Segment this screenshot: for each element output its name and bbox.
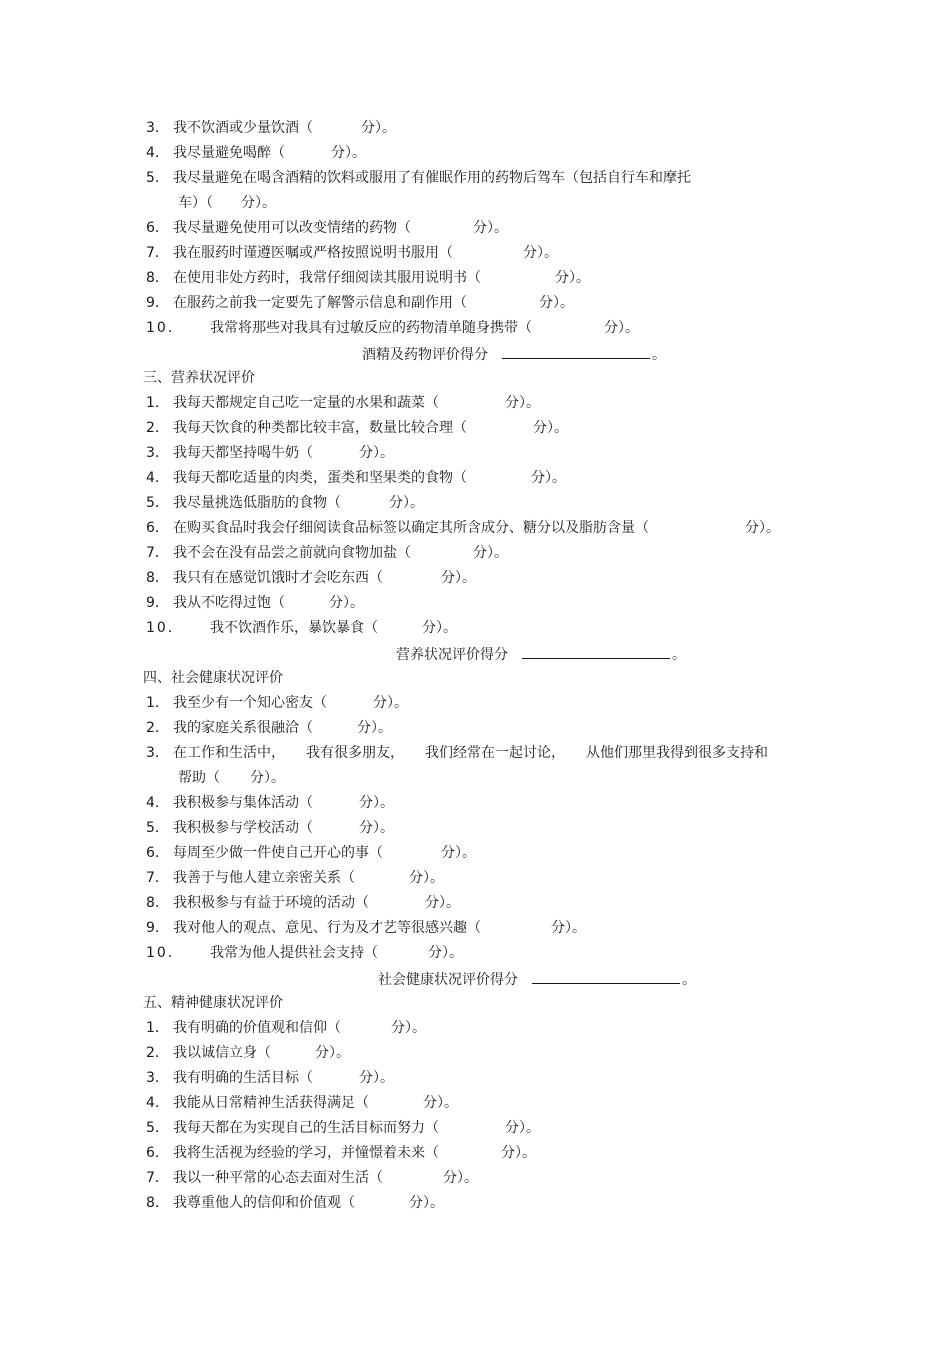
question-item [146, 869, 444, 887]
question-item [146, 944, 463, 962]
question-item [146, 1169, 478, 1187]
item-number: 6． [146, 520, 169, 536]
period: 。 [672, 647, 686, 663]
item-suffix: 分）。 [539, 295, 574, 311]
item-text: 我不会在没有品尝之前就向食物加盐（ [173, 545, 411, 561]
item-text: 我对他人的观点、意见、行为及才艺等很感兴趣（ [173, 920, 481, 936]
item-suffix: 分）。 [359, 795, 394, 811]
item-suffix: 分）。 [423, 1095, 458, 1111]
item-number: 7． [146, 1170, 169, 1186]
item-suffix: 分）。 [441, 570, 476, 586]
item-text: 我有明确的价值观和信仰（ [173, 1020, 341, 1036]
item-suffix: 分）。 [241, 195, 276, 211]
item-suffix: 分）。 [441, 845, 476, 861]
item-text: 我每天都吃适量的肉类，蛋类和坚果类的食物（ [173, 470, 467, 486]
question-item [146, 619, 457, 637]
item-number: 4． [146, 145, 169, 161]
social-score-line [378, 969, 696, 989]
item-text: 车）（ [178, 195, 213, 211]
score-label: 社会健康状况评价得分 [378, 972, 518, 988]
nutrition-score-line [396, 644, 686, 664]
period: 。 [652, 347, 666, 363]
item-number: 4． [146, 1095, 169, 1111]
question-item [146, 419, 568, 437]
item-number: 4． [146, 795, 169, 811]
social-item-3-continuation [178, 769, 285, 787]
item-suffix: 分）。 [473, 545, 508, 561]
period: 。 [682, 972, 696, 988]
question-item [146, 794, 394, 812]
question-item [146, 1069, 394, 1087]
question-item [146, 394, 540, 412]
item-text: 帮助（ [178, 770, 220, 786]
item-suffix: 分）。 [422, 620, 457, 636]
item-text: 我尽量避免在喝含酒精的饮料或服用了有催眠作用的药物后驾车（包括自行车和摩托 [173, 170, 691, 186]
item-number: 1． [146, 695, 169, 711]
question-item [146, 169, 691, 187]
question-item [146, 244, 558, 262]
item-suffix: 分）。 [533, 420, 568, 436]
item-suffix: 分）。 [361, 120, 396, 136]
score-input-line[interactable] [522, 644, 670, 659]
alcohol-score-line [362, 344, 666, 364]
item-text: 我积极参与有益于环境的活动（ [173, 895, 369, 911]
item-suffix: 分）。 [391, 1020, 426, 1036]
question-item [146, 819, 394, 837]
item-number: 10． [146, 945, 184, 961]
question-item [146, 744, 768, 762]
question-item [146, 119, 396, 137]
item-suffix: 分）。 [531, 470, 566, 486]
section-heading-mental: 五、精神健康状况评价 [143, 995, 283, 1011]
item-suffix: 分）。 [604, 320, 639, 336]
item-number: 8． [146, 270, 169, 286]
item-text: 在服药之前我一定要先了解警示信息和副作用（ [173, 295, 467, 311]
item-number: 4． [146, 470, 169, 486]
question-item [146, 1144, 536, 1162]
question-item [146, 219, 508, 237]
item-number: 7． [146, 545, 169, 561]
item-text: 我每天都坚持喝牛奶（ [173, 445, 313, 461]
item-text: 每周至少做一件使自己开心的事（ [173, 845, 383, 861]
item-text: 我的家庭关系很融洽（ [173, 720, 313, 736]
item-number: 6． [146, 1145, 169, 1161]
question-item [146, 319, 639, 337]
item-number: 10． [146, 320, 184, 336]
item-suffix: 分）。 [359, 820, 394, 836]
question-item [146, 1094, 458, 1112]
question-item [146, 494, 424, 512]
item-text: 我能从日常精神生活获得满足（ [173, 1095, 369, 1111]
item-suffix: 分）。 [443, 1170, 478, 1186]
item-number: 5． [146, 820, 169, 836]
score-label: 营养状况评价得分 [396, 647, 508, 663]
item-number: 6． [146, 845, 169, 861]
item-suffix: 分）。 [359, 1070, 394, 1086]
question-item [146, 844, 476, 862]
item-text: 我不饮酒作乐，暴饮暴食（ [210, 620, 378, 636]
item-text: 在使用非处方药时，我常仔细阅读其服用说明书（ [173, 270, 481, 286]
item-suffix: 分）。 [359, 445, 394, 461]
item-suffix: 分）。 [373, 695, 408, 711]
item-suffix: 分）。 [505, 395, 540, 411]
item-suffix: 分）。 [331, 145, 366, 161]
item-text: 我常为他人提供社会支持（ [210, 945, 378, 961]
item-suffix: 分）。 [409, 870, 444, 886]
item-number: 2． [146, 1045, 169, 1061]
item-suffix: 分）。 [428, 945, 463, 961]
item-text: 我尽量避免使用可以改变情绪的药物（ [173, 220, 411, 236]
question-item [146, 694, 408, 712]
item-number: 5． [146, 170, 169, 186]
item-number: 9． [146, 295, 169, 311]
item-number: 3． [146, 1070, 169, 1086]
item-text: 我以一种平常的心态去面对生活（ [173, 1170, 383, 1186]
item-text: 在购买食品时我会仔细阅读食品标签以确定其所含成分、糖分以及脂肪含量（ [173, 520, 649, 536]
item-number: 1． [146, 395, 169, 411]
item-text: 我只有在感觉饥饿时才会吃东西（ [173, 570, 383, 586]
question-item [146, 1194, 444, 1212]
item-text: 我不饮酒或少量饮酒（ [173, 120, 313, 136]
question-item [146, 594, 364, 612]
score-label: 酒精及药物评价得分 [362, 347, 488, 363]
item-number: 10． [146, 620, 184, 636]
item-number: 6． [146, 220, 169, 236]
item-number: 3． [146, 120, 169, 136]
question-item [146, 1044, 350, 1062]
question-item [146, 469, 566, 487]
item-number: 8． [146, 570, 169, 586]
item-text: 我将生活视为经验的学习，并憧憬着未来（ [173, 1145, 439, 1161]
item-text: 我每天饮食的种类都比较丰富，数量比较合理（ [173, 420, 467, 436]
item-suffix: 分）。 [555, 270, 590, 286]
item-number: 2． [146, 720, 169, 736]
item-text: 我每天都在为实现自己的生活目标而努力（ [173, 1120, 439, 1136]
question-item [146, 544, 508, 562]
item-text: 我在服药时谨遵医嘱或严格按照说明书服用（ [173, 245, 453, 261]
question-item [146, 719, 392, 737]
item-suffix: 分）。 [425, 895, 460, 911]
item-suffix: 分）。 [389, 495, 424, 511]
item-number: 7． [146, 870, 169, 886]
item-text: 我每天都规定自己吃一定量的水果和蔬菜（ [173, 395, 439, 411]
item-text: 我常将那些对我具有过敏反应的药物清单随身携带（ [210, 320, 532, 336]
item-suffix: 分）。 [329, 595, 364, 611]
item-number: 8． [146, 1195, 169, 1211]
question-item [146, 444, 394, 462]
question-item [146, 569, 476, 587]
item-number: 7． [146, 245, 169, 261]
item-text: 我尽量避免喝醉（ [173, 145, 285, 161]
item-number: 8． [146, 895, 169, 911]
item-suffix: 分）。 [315, 1045, 350, 1061]
item-number: 5． [146, 1120, 169, 1136]
item-number: 1． [146, 1020, 169, 1036]
question-item [146, 519, 780, 537]
item-suffix: 分）。 [523, 245, 558, 261]
item-suffix: 分）。 [250, 770, 285, 786]
item-suffix: 分）。 [505, 1120, 540, 1136]
item-text: 我以诚信立身（ [173, 1045, 271, 1061]
item-number: 3． [146, 745, 169, 761]
item-text: 我有明确的生活目标（ [173, 1070, 313, 1086]
question-item [146, 894, 460, 912]
item-text: 我积极参与集体活动（ [173, 795, 313, 811]
question-item [146, 269, 590, 287]
section-heading-nutrition: 三、营养状况评价 [143, 370, 255, 386]
item-text: 我尽量挑选低脂肪的食物（ [173, 495, 341, 511]
question-item [146, 1019, 426, 1037]
section-heading-social: 四、社会健康状况评价 [143, 670, 283, 686]
item-5-continuation [178, 194, 276, 212]
item-text: 我善于与他人建立亲密关系（ [173, 870, 355, 886]
question-item [146, 144, 366, 162]
item-text: 我积极参与学校活动（ [173, 820, 313, 836]
item-text: 我至少有一个知心密友（ [173, 695, 327, 711]
item-suffix: 分）。 [745, 520, 780, 536]
item-suffix: 分）。 [357, 720, 392, 736]
question-item [146, 919, 586, 937]
item-suffix: 分）。 [501, 1145, 536, 1161]
score-input-line[interactable] [502, 344, 650, 359]
item-text: 我尊重他人的信仰和价值观（ [173, 1195, 355, 1211]
item-number: 9． [146, 595, 169, 611]
item-text: 我从不吃得过饱（ [173, 595, 285, 611]
item-suffix: 分）。 [551, 920, 586, 936]
item-text: 在工作和生活中， 我有很多朋友， 我们经常在一起讨论， 从他们那里我得到很多支持和 [173, 745, 768, 761]
item-number: 9． [146, 920, 169, 936]
item-number: 2． [146, 420, 169, 436]
item-number: 5． [146, 495, 169, 511]
item-number: 3． [146, 445, 169, 461]
score-input-line[interactable] [532, 969, 680, 984]
item-suffix: 分）。 [473, 220, 508, 236]
item-suffix: 分）。 [409, 1195, 444, 1211]
question-item [146, 1119, 540, 1137]
question-item [146, 294, 574, 312]
